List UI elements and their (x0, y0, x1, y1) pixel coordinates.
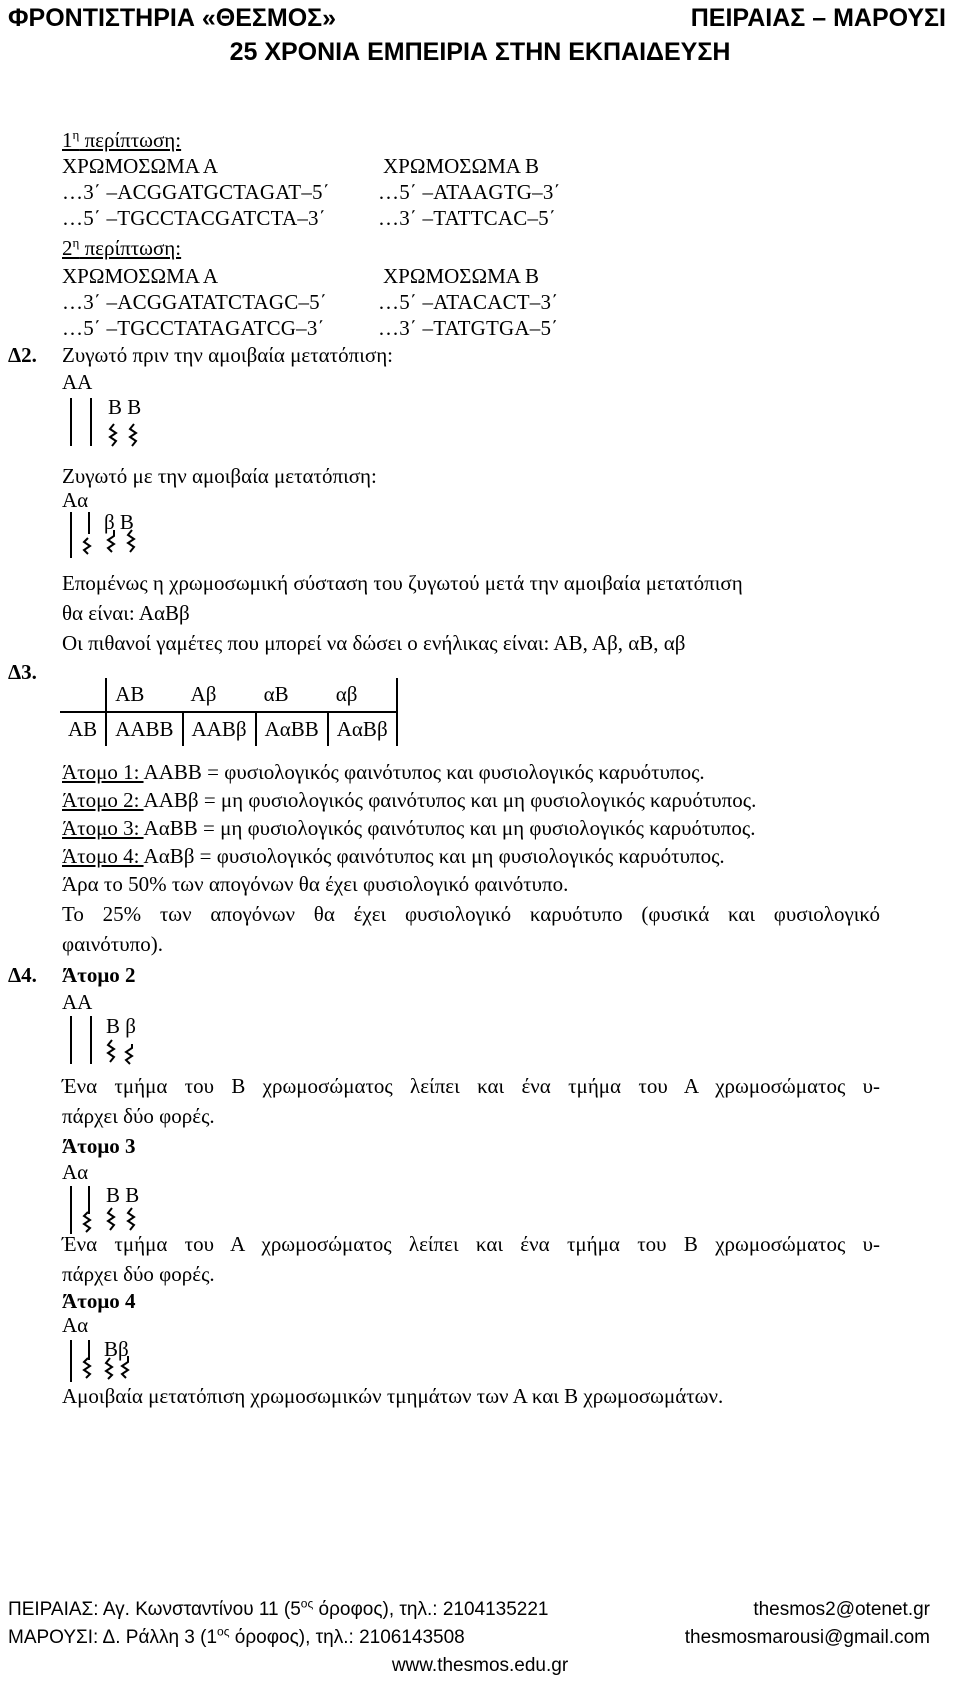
question-d2-label: Δ2. (8, 343, 37, 367)
punnett-cell: ΑΑΒβ (183, 712, 256, 746)
case2-seq-a1: …3΄ –ACGGATATCTAGC–5΄ (62, 290, 328, 314)
d2-after-bB: β Β (104, 510, 134, 534)
punnett-header-row (60, 678, 397, 712)
case1-chromosome-a-label: ΧΡΩΜΟΣΩΜΑ Α (62, 154, 219, 178)
d4-person3-desc-2: πάρχει δύο φορές. (62, 1262, 215, 1286)
d4-person4-desc: Αμοιβαία μετατόπιση χρωμοσωμικών τμημάτων των Α και Β χρωμοσωμάτων. (62, 1384, 724, 1408)
wavy-segment-icon (82, 1212, 102, 1234)
d2-before-BB: Β Β (108, 395, 142, 419)
case1-seq-b2: …3΄ –TATTCAC–5΄ (378, 206, 557, 230)
wavy-chromosome-icon (108, 424, 148, 450)
d2-gametes: Οι πιθανοί γαμέτες που μπορεί να δώσει ο ενήλικας είναι: ΑΒ, Αβ, αΒ, αβ (62, 631, 686, 655)
punnett-cell: ΑαΒβ (328, 712, 397, 746)
d4-person3-desc-1: Ένα τμήμα του Α χρωμοσώματος λείπει και ένα τμήμα του Β χρωμοσώματος υ- (62, 1232, 880, 1256)
wavy-segment-icon (82, 534, 102, 556)
d4-person4-Aa: Αα (62, 1313, 89, 1337)
d4-person2-AA: ΑΑ (62, 990, 93, 1014)
case1-seq-a1: …3΄ –ACGGATGCTAGAT–5΄ (62, 180, 330, 204)
chromosome-line (70, 398, 72, 446)
wavy-chromosome-icon (102, 1356, 142, 1382)
case2-chromosome-a-label: ΧΡΩΜΟΣΩΜΑ Α (62, 264, 219, 288)
case2-chromosome-b-label: ΧΡΩΜΟΣΩΜΑ Β (383, 264, 540, 288)
footer-marousi-address: ΜΑΡΟΥΣΙ: Δ. Ράλλη 3 ($1^{o\varsigma}$ όροφος), τηλ.: 2106143508 (8, 1624, 465, 1648)
punnett-col-header: Αβ (190, 682, 217, 706)
punnett-row-header: ΑΒ (60, 712, 106, 746)
footer-marousi-email[interactable]: thesmosmarousi@gmail.com (684, 1627, 930, 1648)
d3-person1: Άτομο 1: ΑΑΒΒ = φυσιολογικός φαινότυπος και φυσιολογικός καρυότυπος. (62, 760, 705, 784)
punnett-row (60, 712, 397, 746)
case2-seq-a2: …5΄ –TGCCTATAGATCG–3΄ (62, 316, 325, 340)
case1-chromosome-b-label: ΧΡΩΜΟΣΩΜΑ Β (383, 154, 540, 178)
punnett-col-header: ΑΒ (115, 682, 145, 706)
d4-person4-title: Άτομο 4 (62, 1289, 136, 1313)
case2-seq-b1: …5΄ –ATACACT–3΄ (378, 290, 559, 314)
d2-before-heading: Ζυγωτό πριν την αμοιβαία μετατόπιση: (62, 343, 394, 367)
d3-conclusion-2b: φαινότυπο). (62, 932, 163, 956)
question-d4-label: Δ4. (8, 963, 37, 987)
chromosome-line (88, 1340, 90, 1360)
d4-person2-title: Άτομο 2 (62, 963, 136, 987)
footer-piraeus-address: ΠΕΙΡΑΙΑΣ: Αγ. Κωνσταντίνου 11 ($5^{o\varsigma}$ όροφος), τηλ.: 2104135221 (8, 1596, 549, 1620)
chromosome-line (90, 1016, 92, 1064)
d4-person4-Bb: Ββ (104, 1337, 129, 1361)
wavy-chromosome-icon (104, 1040, 144, 1066)
case1-title: $1^\eta$ περίπτωση: (62, 127, 182, 152)
d4-person2-desc-1: Ένα τμήμα του Β χρωμοσώματος λείπει και ένα τμήμα του Α χρωμοσώματος υ- (62, 1074, 880, 1098)
chromosome-line (90, 398, 92, 446)
punnett-square (60, 678, 398, 746)
wavy-segment-icon (82, 1358, 102, 1380)
d2-after-heading: Ζυγωτό με την αμοιβαία μετατόπιση: (62, 464, 377, 488)
d2-therefore-line1: Επομένως η χρωμοσωμική σύσταση του ζυγωτού μετά την αμοιβαία μετατόπιση (62, 571, 743, 595)
case2-seq-b2: …3΄ –TATGTGA–5΄ (378, 316, 559, 340)
wavy-chromosome-icon (104, 530, 144, 556)
chromosome-line (70, 1340, 72, 1382)
case2-title: $2^\eta$ περίπτωση: (62, 235, 182, 260)
footer-website-link[interactable]: www.thesmos.edu.gr (391, 1655, 569, 1676)
d2-before-AA: ΑΑ (62, 370, 93, 394)
chromosome-line (88, 1186, 90, 1214)
d2-therefore-line2: θα είναι: ΑαΒβ (62, 601, 190, 625)
d4-person2-desc-2: πάρχει δύο φορές. (62, 1104, 215, 1128)
d4-person3-BB: Β Β (106, 1183, 140, 1207)
d2-after-Aa: Αα (62, 488, 89, 512)
chromosome-line (70, 1016, 72, 1064)
header-subtitle: 25 ΧΡΟΝΙΑ ΕΜΠΕΙΡΙΑ ΣΤΗΝ ΕΚΠΑΙΔΕΥΣΗ (229, 38, 731, 66)
header-left: ΦΡΟΝΤΙΣΤΗΡΙΑ «ΘΕΣΜΟΣ» (8, 4, 337, 32)
d4-person2-Bb: Β β (106, 1014, 136, 1038)
footer-piraeus-email[interactable]: thesmos2@otenet.gr (753, 1599, 930, 1620)
d4-person3-Aa: Αα (62, 1160, 89, 1184)
punnett-cell: ΑΑΒΒ (106, 712, 182, 746)
punnett-col-header: αΒ (263, 682, 289, 706)
wavy-chromosome-icon (104, 1208, 144, 1234)
d3-conclusion-1: Άρα το 50% των απογόνων θα έχει φυσιολογικό φαινότυπο. (62, 872, 569, 896)
punnett-col-header: αβ (328, 678, 397, 712)
d3-person4: Άτομο 4: ΑαΒβ = φυσιολογικός φαινότυπος και μη φυσιολογικός καρυότυπος. (62, 844, 725, 868)
chromosome-line (88, 512, 90, 534)
punnett-cell: ΑαΒΒ (256, 712, 328, 746)
question-d3-label: Δ3. (8, 660, 37, 684)
header-right: ΠΕΙΡΑΙΑΣ – ΜΑΡΟΥΣΙ (690, 4, 946, 32)
d4-person3-title: Άτομο 3 (62, 1134, 136, 1158)
d3-person3: Άτομο 3: ΑαΒΒ = μη φυσιολογικός φαινότυπος και μη φυσιολογικός καρυότυπος. (62, 816, 756, 840)
punnett-corner (60, 678, 106, 712)
case1-seq-b1: …5΄ –ATAAGTG–3΄ (378, 180, 561, 204)
chromosome-line (70, 512, 72, 558)
d3-conclusion-2a: Το 25% των απογόνων θα έχει φυσιολογικό καρυότυπο (φυσικά και φυσιολογικό (62, 902, 880, 926)
case1-seq-a2: …5΄ –TGCCTACGATCTA–3΄ (62, 206, 326, 230)
d3-person2: Άτομο 2: ΑΑΒβ = μη φυσιολογικός φαινότυπος και μη φυσιολογικός καρυότυπος. (62, 788, 757, 812)
chromosome-line (70, 1186, 72, 1234)
